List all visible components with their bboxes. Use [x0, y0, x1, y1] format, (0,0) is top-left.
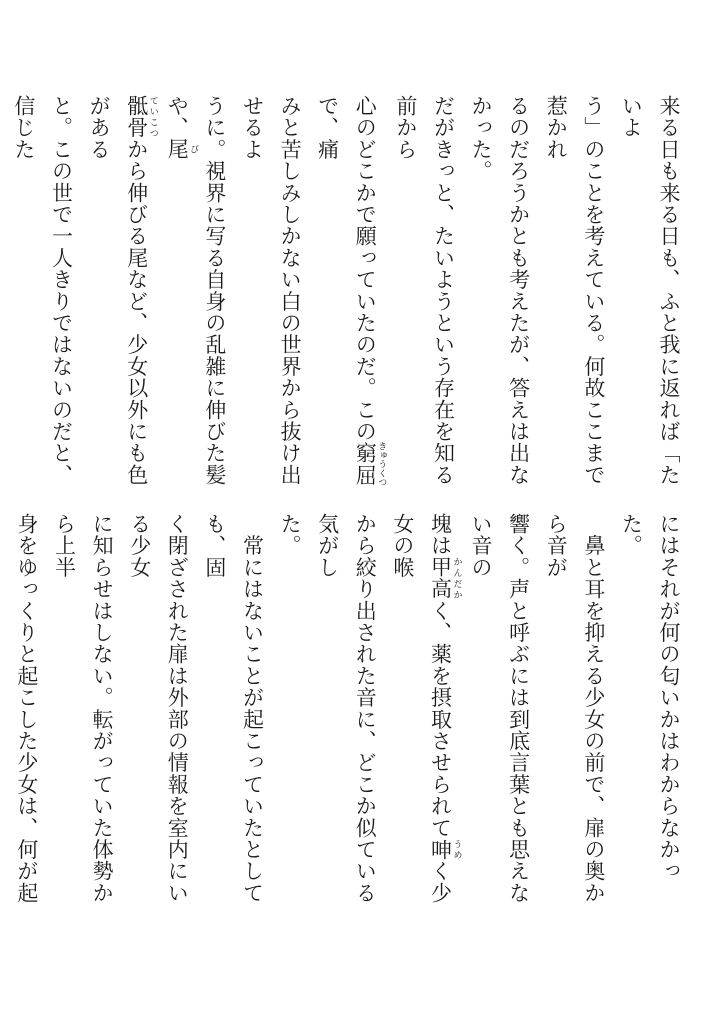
text-column: 常にはないことが起こっていたとしても、固 [202, 513, 265, 904]
furigana: 甲高 かんだか [428, 556, 462, 600]
furigana: 骶骨 ていこつ [124, 95, 158, 139]
text-column: 骶骨 ていこつから伸びる尾など、少女以外にも色がある [87, 95, 158, 486]
text-column: るのだろうかとも考えたが、答えは出なかった。 [469, 95, 531, 486]
text-column: と。この世で一人きりではないのだと、信じた [11, 95, 74, 486]
text-block-lower [14, 513, 687, 923]
text-column: うに。視界に写る自身の乱雑に伸びた髪や、尾 び [165, 95, 227, 486]
text-column: 身をゆっくりと起こした少女は、何が起 [14, 513, 39, 904]
text-column: みと苦しみしかない白の世界から抜け出せるよ [240, 95, 303, 486]
text-column: 響く。声と呼ぶには到底言葉とも思えない音の [469, 513, 531, 904]
text-column: く閉ざされた扉は外部の情報を室内にいる少女 [127, 513, 190, 904]
text-column: に知らせはしない。転がっていた体勢から上半 [52, 513, 115, 904]
furigana: 呻 うめ [428, 838, 462, 861]
text-column: だがきっと、たいようという存在を知る前から [393, 95, 456, 486]
text-column: 心のどこかで願っていたのだ。この窮屈 きゅうくつで、痛 [315, 95, 387, 487]
furigana: 尾 び [165, 138, 199, 161]
text-block-upper [11, 95, 687, 505]
text-column: 鼻と耳を抑える少女の前で、扉の奥から音が [544, 513, 606, 904]
text-column: にはそれが何の匂いかはわからなかった。 [619, 513, 681, 882]
furigana: 窮屈 きゅうくつ [353, 441, 387, 487]
text-column: う」のことを考えている。何故ここまで惹かれ [544, 95, 606, 486]
text-column: から絞り出された音に、どこか似ている気がし [315, 513, 378, 904]
text-column: 来る日も来る日も、ふと我に返れば「たいよ [619, 95, 681, 486]
text-column [0, 95, 4, 505]
text-column: た。 [278, 513, 303, 557]
text-column: 塊は甲高 かんだかく、薬を摂取させられて呻 うめく少女の喉 [390, 513, 462, 904]
